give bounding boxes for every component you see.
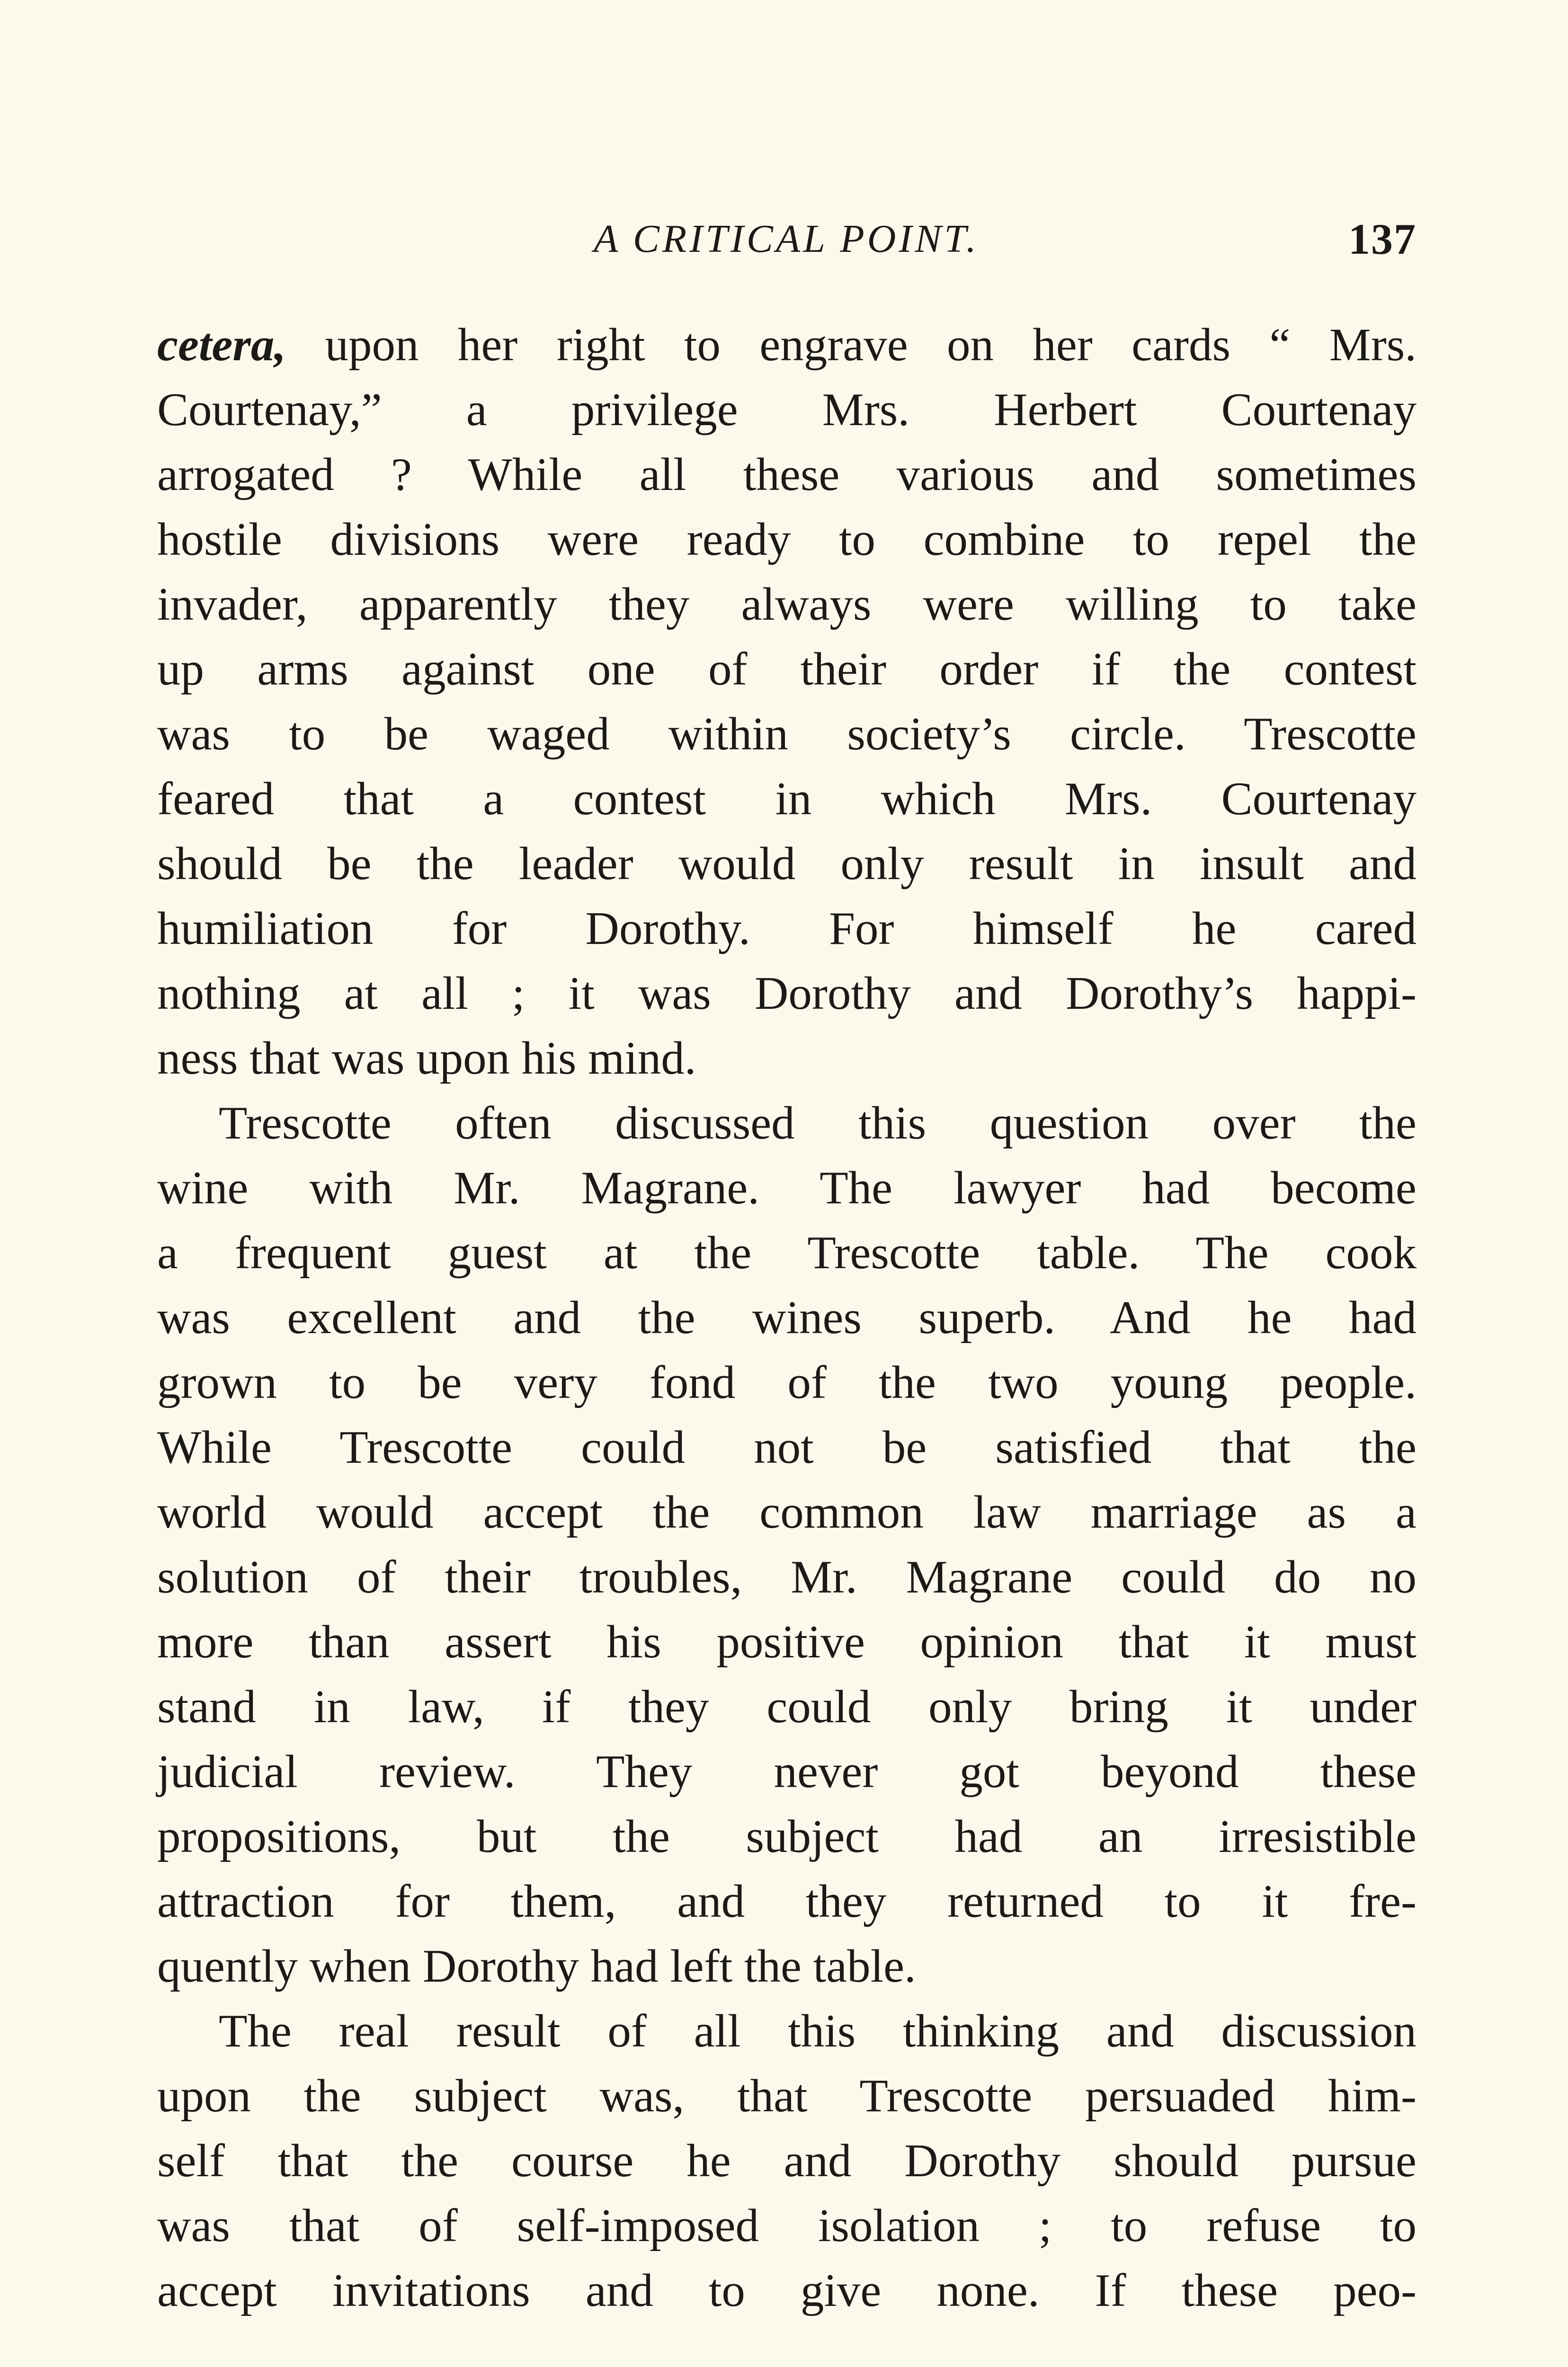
text-line: Courtenay,” a privilege Mrs. Herbert Courtenay bbox=[157, 384, 1417, 436]
text-line: While Trescotte could not be satisfied that the bbox=[157, 1422, 1417, 1473]
text-line: more than assert his positive opinion that it must bbox=[157, 1616, 1417, 1668]
paragraph-start-line: Trescotte often discussed this question over the bbox=[219, 1097, 1417, 1149]
body-text bbox=[157, 312, 1417, 2323]
text-line: solution of their troubles, Mr. Magrane could do no bbox=[157, 1551, 1417, 1603]
text-line: humiliation for Dorothy. For himself he cared bbox=[157, 903, 1417, 954]
running-title: A CRITICAL POINT. bbox=[594, 217, 979, 261]
text-line: a frequent guest at the Trescotte table. The cook bbox=[157, 1227, 1417, 1279]
text-line: attraction for them, and they returned to it fre- bbox=[157, 1876, 1417, 1927]
text-line: nothing at all ; it was Dorothy and Dorothy’s happi- bbox=[157, 968, 1417, 1019]
text-line: was to be waged within society’s circle. Trescotte bbox=[157, 708, 1417, 760]
text-line: should be the leader would only result in insult and bbox=[157, 838, 1417, 890]
text-line: judicial review. They never got beyond these bbox=[157, 1746, 1417, 1797]
text-line: stand in law, if they could only bring it under bbox=[157, 1681, 1417, 1733]
text-line: upon the subject was, that Trescotte persuaded him- bbox=[157, 2070, 1417, 2122]
text-line: arrogated ? While all these various and sometimes bbox=[157, 449, 1417, 500]
text-line: accept invitations and to give none. If these peo- bbox=[157, 2265, 1417, 2316]
text-line: was that of self-imposed isolation ; to refuse to bbox=[157, 2200, 1417, 2251]
text-line: up arms against one of their order if the contest bbox=[157, 643, 1417, 695]
text-line: was excellent and the wines superb. And he had bbox=[157, 1292, 1417, 1344]
text-line: feared that a contest in which Mrs. Courtenay bbox=[157, 773, 1417, 825]
italic-lead-word: cetera, bbox=[157, 319, 286, 371]
text-line-rest: upon her right to engrave on her cards “ Mrs. bbox=[286, 319, 1417, 371]
text-line: invader, apparently they always were willing to take bbox=[157, 578, 1417, 630]
paragraph-end-line: quently when Dorothy had left the table. bbox=[157, 1940, 916, 1992]
text-line: self that the course he and Dorothy should pursue bbox=[157, 2135, 1417, 2187]
text-line: world would accept the common law marriage as a bbox=[157, 1486, 1417, 1538]
page-number: 137 bbox=[1348, 215, 1417, 263]
text-line: grown to be very fond of the two young people. bbox=[157, 1357, 1417, 1408]
text-line: hostile divisions were ready to combine to repel the bbox=[157, 514, 1417, 565]
paragraph-end-line: ness that was upon his mind. bbox=[157, 1032, 696, 1084]
paragraph-start-line: The real result of all this thinking and discussion bbox=[219, 2005, 1417, 2057]
text-line bbox=[157, 312, 1417, 377]
text-line: wine with Mr. Magrane. The lawyer had become bbox=[157, 1162, 1417, 1214]
text-line: propositions, but the subject had an irresistible bbox=[157, 1811, 1417, 1862]
running-head bbox=[156, 213, 1417, 265]
